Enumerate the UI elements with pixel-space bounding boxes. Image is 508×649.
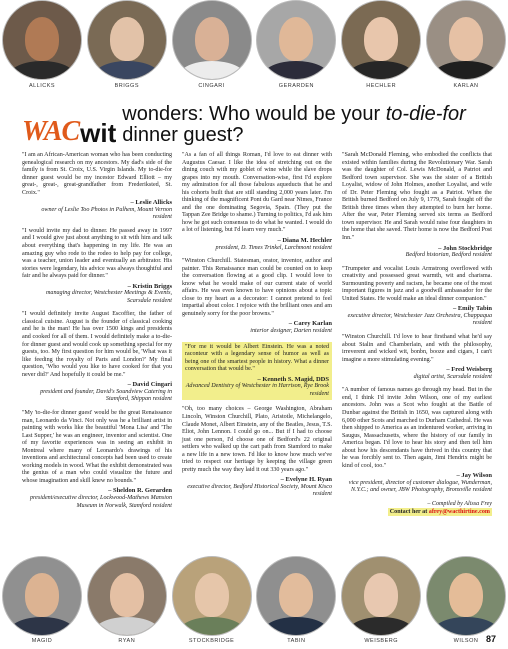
bottom-photo-cell — [341, 556, 421, 649]
headshot-photo — [2, 556, 82, 636]
attribution-wilson: – Jay Wilson vice president, director of customer dialogue, Wunderman, N.Y.C.; and owner, JBW Photography, Bronxville resident — [348, 472, 492, 494]
contact-email-link[interactable]: afrey@wacthirtine.com — [428, 508, 490, 515]
quote-wilson: "A number of famous names go through my head. But in the end, I think I'd invite John Wilson, one of my earliest ancestors. John was a Scot who fought at the Battle of Dunbar against the British in 1650, was captured along with 6,000 other Scots and marched to Durham Cathedral. He was then shipped to America as an indentured worker, arriving in Saugus, Massachusetts, where the history of our family in America began. I'd love to hear his story and then tell him about how his descendants have thrived in this country that he was forcibly sent to. Then again, Jimi Hendrix might be kind of cool, too." — [342, 387, 492, 469]
photo-caption: MAGID — [31, 638, 53, 644]
quote-hechler: "As a fan of all things Roman, I'd love to eat dinner with Augustus Caesar. I like the idea of stretching out on the dining couch with my goblet of wine while the slave drops grapes into my mouth. Conversation-wise, first I'd explore my admiration for all those fabulous aqueducts that he and his cohorts built that are still standing 2,000 years later. I'm thinking of the magnificent Pont du Gard near Nimes, France and the one dominating Segovia, Spain. (They put the Tappan Zee Bridge to shame.) Turning to politics, I'd ask him how he got such consensus to do what he wanted. I would do a lot of listening, but I'd learn very much." — [182, 152, 332, 234]
photo-caption: WEISBERG — [364, 638, 399, 644]
attribution-karlan: – Carey Karlan interior designer, Darien resident — [250, 320, 332, 335]
headshot-photo — [426, 556, 506, 636]
photo-caption: WILSON — [453, 638, 479, 644]
photo-caption: GERARDEN — [278, 83, 314, 89]
quote-weisberg: "Winston Churchill. I'd love to hear firsthand what he'd say about Stalin and Chamberlain, and with the philosophy, irreverent and wicked wit, bonbn, booze and cigars, I can't imagine a more stimulating evening." — [342, 334, 492, 363]
headline-title: wonders: Who would be your to-die-for dinner guest? — [122, 103, 466, 146]
photo-caption: HECHLER — [366, 83, 397, 89]
headshot-photo — [341, 0, 421, 80]
headshot-photo — [256, 0, 336, 80]
page-number: 87 — [485, 634, 496, 644]
top-photo-cell — [2, 0, 82, 100]
highlight-box-magid — [182, 342, 332, 401]
headshot-photo — [87, 556, 167, 636]
quote-allicks: "I am an African-American woman who has been conducting genealogical research on my ancestors. My dad's side of the family is from St. Croix, U.S. Virgin Islands. My to-die-for dinner guest would be my incestor Edward Elliott – my great-, great-, great-grandfather from Frederiksted, St. Croix." — [22, 152, 172, 196]
quote-ryan: "Oh, too many choices – George Washington, Abraham Lincoln, Winston Churchill, Plato, Aristotle, Michelangelo, Claude Monet, Albert Einstein, any of the Beatles, Jesus, T.S. Eliot, John Lennon. I could go on... But if I had to choose just one person, I'd choose one of Bedford's 22 original settlers who walked up the cart path from Stamford to make a new life in a new town. I'd like to know how much we've tried to respect our heritage by keeping the village green pretty much the way they laid it out 330 years ago." — [182, 406, 332, 473]
attribution-weisberg: – Fred Weisberg digital artist, Scarsdale resident — [413, 366, 492, 380]
photo-caption: TABIN — [287, 638, 306, 644]
attribution-gerarden: – Sheldon R. Gerarden president/executive director, Lockwood-Mathews Mansion Museum in Norwalk, Stamford resident — [29, 487, 172, 509]
compiled-by: – Compiled by Alissa Frey Contact her at afrey@wacthirtine.com — [389, 500, 492, 515]
top-photo-row — [0, 0, 508, 100]
quote-tabin: "Trumpeter and vocalist Louis Armstrong overflowed with creativity and possessed great warmth, wit and charisma. Surmounting poverty and racism, he became one of the most important figures in jazz and a goodwill ambassador for the United States. He would make an ideal dinner companion." — [342, 265, 492, 302]
top-photo-cell — [341, 0, 421, 100]
quote-briggs: "I would invite my dad to dinner. He passed away in 1997 and I would give just about anything to sit with him and talk about everything that's happening in my life. He was an amazing guy who rode to the rodeo to help pay for college, was a teacher, union leader and eventually an arbitrator. His stories were legendary, his advice was always thoughtful and fair and he always paid for dinner." — [22, 227, 172, 280]
bottom-photo-row — [0, 556, 508, 649]
quote-karlan: "Winston Churchill. Statesman, orator, inventor, author and painter. This Renaissance man could be counted on to keep the conversation flowing at a good clip. I would love to know what he would make of our current state of world affairs. He was even known to have opinions about a topic close to my heart as a decorator: I cannot pretend to feel impartial about color. I rejoice with the brilliant ones and am genuinely sorry for the poor browns." — [182, 258, 332, 317]
quote-cingari: "I would definitely invite August Escoffier, the father of classical cuisine. August is the founder of classical cooking and he is the man! He has over 1500 kings and presidents and cooked for all of them. I would definitely make a to-die-for dinner guest and would cook up something special for my guests, too. My first question for him would be, 'What was it like feeding the royalty of Paris and London?' My final question, 'Who would you like to have cooked for that you never did?' And hopefully it could be me." — [22, 311, 172, 378]
bottom-photo-cell — [87, 556, 167, 649]
top-photo-cell — [172, 0, 252, 100]
contact-line: Contact her at afrey@wacthirtine.com — [389, 508, 490, 515]
photo-caption: KARLAN — [453, 83, 479, 89]
bottom-photo-cell — [256, 556, 336, 649]
column-1 — [22, 152, 172, 552]
top-photo-cell — [256, 0, 336, 100]
bottom-photo-cell — [2, 556, 82, 649]
bottom-photo-cell — [172, 556, 252, 649]
attribution-stockbridge: – John Stockbridge Bedford historian, Bedford resident — [405, 244, 492, 259]
headshot-photo — [256, 556, 336, 636]
attribution-tabin: – Emily Tabin executive director, Westchester Jazz Orchestra, Chappaqua resident — [347, 305, 492, 327]
headshot-photo — [172, 556, 252, 636]
photo-caption: ALLICKS — [28, 83, 56, 89]
headline — [22, 103, 492, 148]
quote-stockbridge: "Sarah McDonald Fleming, who embodied the conflicts that existed within families during the Revolutionary War. Sarah was the daughter of Col. Lewis McDonald, a Patriot and Bedford town supervisor. She was the sister of a British Loyalist, widow of John Holmes, another Loyalist, and wife of Dr. Peter Fleming who fought as a Patriot. When the British burned Bedford on July 9, 1779, Sarah fought off the British three times when they attempted to burn her home. After the war, Peter Fleming served six terms as Bedford town supervisor. He and Sarah would raise four daughters in the home that she saved. Their home is now the Bedford Post Inn." — [342, 152, 492, 242]
wit-logo: wit — [80, 118, 117, 148]
top-photo-cell — [426, 0, 506, 100]
attribution-allicks: – Leslie Allicks owner of Leslie Too Photos in Palhem, Mount Vernon resident — [41, 199, 172, 221]
headshot-photo — [87, 0, 167, 80]
article-columns — [22, 152, 492, 552]
photo-caption: CINGARI — [198, 83, 225, 89]
photo-caption: RYAN — [118, 638, 136, 644]
headshot-photo — [426, 0, 506, 80]
attribution-cingari: – David Cingari president and founder, David's Soundview Catering in Stamford, Shippan resident — [40, 381, 172, 403]
quote-gerarden: "My 'to-die-for dinner guest' would be the great Renaissance man, Leonardo da Vinci. Not only was he a brilliant artist in painting with works like the beautiful 'Mona Lisa' and 'The Last Supper,' he was an engineer, inventor and scientist. One of my favorite experiences was in seeing an exhibit in Montreal where many of Leonardo's drawings of his inventions and architectural concepts had been used to create working models in wood. What the exhibit demonstrated was the genius of a man who could visualize the future and whose imagination and skill knew no bounds." — [22, 409, 172, 484]
top-photo-cell — [87, 0, 167, 100]
headshot-photo — [341, 556, 421, 636]
attribution-magid: – Kenneth S. Magid, DDS Advanced Dentistry of Westchester in Harrison, Rye Brook resident — [185, 375, 329, 397]
column-2 — [182, 152, 332, 552]
photo-caption: BRIGGS — [114, 83, 139, 89]
wac-logo: WAC — [22, 116, 80, 147]
attribution-ryan: – Evelyne H. Ryan executive director, Bedford Historical Society, Mount Kisco resident — [187, 476, 332, 498]
quote-magid: "For me it would be Albert Einstein. He was a noted raconteur with a legendary sense of humor as well as being one of the smartest people in history. What a dinner conversation that would be." — [185, 343, 329, 373]
headshot-photo — [172, 0, 252, 80]
attribution-hechler: – Diana M. Hechler president, D. Times Trinkel, Larchmont resident — [215, 237, 332, 251]
column-3 — [342, 152, 492, 552]
headshot-photo — [2, 0, 82, 80]
photo-caption: STOCKBRIDGE — [188, 638, 235, 644]
attribution-briggs: – Kristin Briggs managing director, Westchester Meetings & Events, Scarsdale resident — [46, 282, 172, 304]
